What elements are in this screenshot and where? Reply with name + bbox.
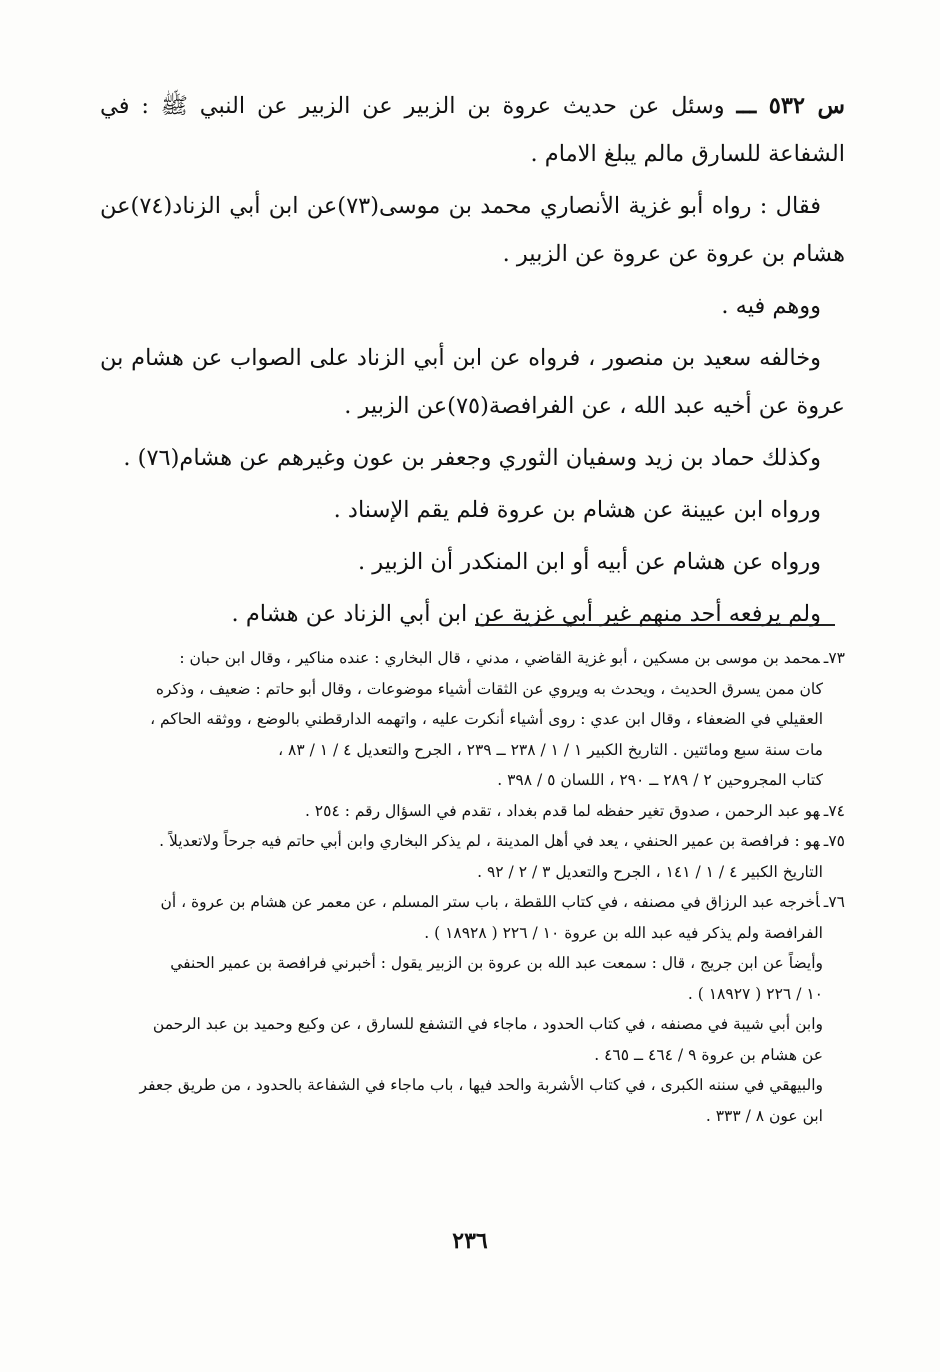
footnote [100, 887, 845, 1131]
answer-paragraph: ورواه ابن عيينة عن هشام بن عروة فلم يقم الإسناد . [333, 497, 821, 523]
answer-paragraph: ووهم فيه . [721, 293, 821, 319]
footnote-line: ٧٦ـأخرجه عبد الرزاق في مصنفه ، في كتاب اللقطة ، باب ستر المسلم ، عن معمر عن هشام بن عروة ، أن [160, 893, 845, 911]
footnote-divider [475, 624, 835, 626]
footnote-line: كتاب المجروحين ٢ / ٢٨٩ ــ ٢٩٠ ، اللسان ٥ / ٣٩٨ . [497, 771, 823, 789]
footnote-line: والبيهقي في سننه الكبرى ، في كتاب الأشربة والحد فيها ، باب ماجاء في الشفاعة بالحدود ، من طريق جعفر [139, 1076, 823, 1094]
footnote-line: ابن عون ٨ / ٣٣٣ . [705, 1106, 823, 1125]
answer-paragraph: وكذلك حماد بن زيد وسفيان الثوري وجعفر بن عون وغيرهم عن هشام(٧٦) . [123, 445, 821, 471]
question-paragraph [100, 82, 845, 178]
footnote-line: العقيلي في الضعفاء ، وقال ابن عدي : روى أشياء أنكرت عليه ، واتهمه الدارقطني بالوضع ، ووثقه الحاكم ، [150, 710, 823, 728]
answer-paragraph: فقال : رواه أبو غزية الأنصاري محمد بن موسى(٧٣)عن ابن أبي الزناد(٧٤)عن هشام بن عروة عن عروة عن الزبير . [100, 193, 845, 267]
footnote [100, 826, 845, 887]
footnote-number: ٧٤ـ [823, 801, 845, 820]
footnote [100, 643, 845, 796]
answer-paragraph: ولم يرفعه أحد منهم غير أبي غزية عن ابن أبي الزناد عن هشام . [231, 601, 821, 627]
footnote-number: ٧٥ـ [823, 832, 845, 850]
question-number: س ٥٣٢ ـــ [736, 93, 845, 119]
footnotes [100, 643, 845, 1131]
footnote-line: وابن أبي شيبة في مصنفه ، في كتاب الحدود ، ماجاء في التشفع للسارق ، عن وكيع وحميد بن عبد الرحمن [152, 1015, 823, 1033]
answer-paragraph: وخالفه سعيد بن منصور ، فرواه عن ابن أبي الزناد على الصواب عن هشام بن عروة عن أخيه عبد الله ، عن الفرافصة(٧٥)عن الزبير . [100, 345, 845, 419]
footnote-line: التاريخ الكبير ٤ / ١ / ١٤١ ، الجرح والتعديل ٣ / ٢ / ٩٢ . [477, 862, 823, 881]
footnote-line: ٧٣ـمحمد بن موسى بن مسكين ، أبو غزية القاضي ، مدني ، قال البخاري : عنده مناكير ، وقال ابن حبان : [179, 649, 845, 667]
main-text [100, 82, 845, 638]
answer-paragraph: ورواه عن هشام عن أبيه أو ابن المنكدر أن الزبير . [357, 549, 821, 575]
footnote-line: مات سنة سبع ومائتين . التاريخ الكبير ١ / ١ / ٢٣٨ ــ ٢٣٩ ، الجرح والتعديل ٤ / ١ / ٨٣ ، [278, 740, 823, 759]
footnote-number: ٧٣ـ [823, 649, 845, 667]
footnote-line: الفرافصة ولم يذكر فيه عبد الله بن عروة ١٠ / ٢٢٦ ( ١٨٩٢٨ ) . [424, 923, 823, 942]
footnote-line: ٧٤ـهو عبد الرحمن ، صدوق تغير حفظه لما قدم بغداد ، تقدم في السؤال رقم : ٢٥٤ . [304, 801, 845, 820]
footnote-line: وأيضاً عن ابن جريج ، قال : سمعت عبد الله بن عروة بن الزبير يقول : أخبرني فرافصة بن عمير الحنفي [170, 954, 823, 972]
footnote-number: ٧٦ـ [823, 893, 845, 911]
footnote-line: ١٠ / ٢٢٦ ( ١٨٩٢٧ ) . [687, 984, 823, 1003]
question-text: وسئل عن حديث عروة بن الزبير عن الزبير عن النبي ﷺ : في الشفاعة للسارق مالم يبلغ الامام . [100, 93, 845, 167]
page-number: ٢٣٦ [452, 1228, 488, 1254]
footnote [100, 796, 845, 827]
footnote-line: عن هشام بن عروة ٩ / ٤٦٤ ــ ٤٦٥ . [594, 1045, 823, 1064]
footnote-line: ٧٥ـهو : فرافصة بن عمير الحنفي ، يعد في أهل المدينة ، لم يذكر البخاري وابن أبي حاتم فيه جرحاً ولاتعديلاً . [159, 832, 845, 850]
footnote-line: كان ممن يسرق الحديث ، ويحدث به ويروي عن الثقات أشياء موضوعات ، وقال أبو حاتم : ضعيف ، وذكره [155, 679, 823, 698]
